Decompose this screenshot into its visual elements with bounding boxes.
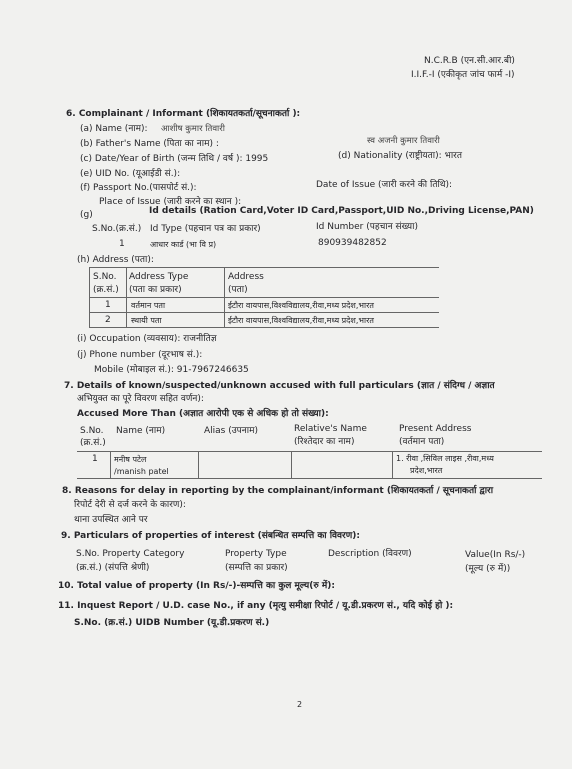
address-value: ईटौरा वायपास,विश्वविद्यालय,रीवा,मध्य प्रदेश,भारत <box>228 301 374 310</box>
section-11-title: 11. Inquest Report / U.D. case No., if any (मृत्यु समीक्षा रिपोर्ट / यू.डी.प्रकरण सं., यदि कोई हो ): <box>58 601 454 611</box>
section-9-title: 9. Particulars of properties of interest (संबन्धित सम्पत्ति का विवरण): <box>61 531 360 541</box>
address-table-header: Address <box>228 272 264 282</box>
section-10-title: 10. Total value of property (In Rs/-)-सम्पत्ति का कुल मूल्य(रु में): <box>58 581 335 591</box>
address-sno: 2 <box>105 315 111 325</box>
section-8-subtitle: रिपोर्ट देरी से दर्ज करने के कारण): <box>74 500 186 510</box>
id-details-marker: (g) <box>80 210 93 220</box>
address-table-header: (पता का प्रकार) <box>129 285 182 295</box>
accused-table-header: Name (नाम) <box>116 426 166 436</box>
id-table-header: Id Type (पहचान पत्र का प्रकार) <box>150 224 261 234</box>
accused-name: मनीष पटेल <box>114 455 147 464</box>
address-table-header: S.No. <box>93 272 117 282</box>
father-name-label: (b) Father's Name (पिता का नाम) : <box>80 139 219 149</box>
accused-table-header: (रिश्तेदार का नाम) <box>294 437 355 447</box>
id-sno: 1 <box>119 239 125 249</box>
section-7-title: 7. Details of known/suspected/unknown accused with full particulars (ज्ञात / संदिग्ध / अज्ञात <box>64 381 495 391</box>
mobile-label: Mobile (मोबाइल सं.): 91-7967246635 <box>94 365 249 375</box>
father-name-value: स्व अजनी कुमार तिवारी <box>367 136 440 146</box>
accused-table-header: Alias (उपनाम) <box>204 426 258 436</box>
property-table-header: S.No. Property Category <box>76 549 185 559</box>
accused-table-header: (क्र.सं.) <box>80 438 106 448</box>
phone-label: (j) Phone number (दूरभाष सं.): <box>77 350 203 360</box>
id-details-title: Id details (Ration Card,Voter ID Card,Passport,UID No.,Driving License,PAN) <box>149 206 534 216</box>
section-8-title: 8. Reasons for delay in reporting by the complainant/informant (शिकायतकर्ता / सूचनाकर्ता द्वारा <box>62 486 494 496</box>
date-of-issue-label: Date of Issue (जारी करने की तिथि): <box>316 180 453 190</box>
passport-label: (f) Passport No.(पासपोर्ट सं.): <box>80 183 197 193</box>
accused-table-header: (वर्तमान पता) <box>399 437 445 447</box>
form-subtitle: I.I.F.-I (एकीकृत जांच फार्म -I) <box>411 70 515 80</box>
address-type: स्थायी पता <box>131 316 162 325</box>
nationality-label: (d) Nationality (राष्ट्रीयता): भारत <box>338 151 462 161</box>
accused-table-header: Relative's Name <box>294 424 367 434</box>
accused-table-header: S.No. <box>80 426 104 436</box>
uid-label: (e) UID No. (यूआईडी सं.): <box>80 169 181 179</box>
address-table-header: Address Type <box>129 272 189 282</box>
property-table-header: (सम्पत्ति का प्रकार) <box>225 563 288 573</box>
property-table-header: (क्र.सं.) (संपत्ति श्रेणी) <box>76 563 150 573</box>
page-number: 2 <box>297 700 303 709</box>
id-table-header: Id Number (पहचान संख्या) <box>316 222 418 232</box>
address-type: वर्तमान पता <box>131 301 166 310</box>
property-table-header: Property Type <box>225 549 287 559</box>
accused-address: प्रदेश,भारत <box>410 466 443 475</box>
address-value: ईटौरा वायपास,विश्वविद्यालय,रीवा,मध्य प्रदेश,भारत <box>228 316 374 325</box>
property-table-header: (मूल्य (रु में)) <box>465 564 511 574</box>
section-7-subtitle: अभियुक्त का पूरे विवरण सहित वर्णन): <box>77 394 204 404</box>
id-type: आधार कार्ड (भा वि प्र) <box>150 240 217 249</box>
accused-table-header: Present Address <box>399 424 472 434</box>
name-label: (a) Name (नाम): <box>80 124 148 134</box>
occupation-label: (i) Occupation (व्यवसाय): राजनीतिज्ञ <box>77 334 217 344</box>
form-code: N.C.R.B (एन.सी.आर.बी) <box>424 56 515 66</box>
accused-count-label: Accused More Than (अज्ञात आरोपी एक से अधिक हो तो संख्या): <box>77 409 329 419</box>
address-table-header: (क्र.सं.) <box>93 285 119 295</box>
id-table-header: S.No.(क्र.सं.) <box>92 224 142 234</box>
accused-address: 1. रीवा ,सिविल लाइस ,रीवा,मध्य <box>396 454 494 463</box>
dob-label: (c) Date/Year of Birth (जन्म तिथि / वर्ष ): 1995 <box>80 154 269 164</box>
section-6-title: 6. Complainant / Informant (शिकायतकर्ता/सूचनाकर्ता ): <box>66 109 301 119</box>
property-table-header: Description (विवरण) <box>328 549 412 559</box>
accused-name-latin: /manish patel <box>114 467 169 476</box>
address-sno: 1 <box>105 300 111 310</box>
delay-reason-value: थाना उपस्थित आने पर <box>74 515 148 525</box>
property-table-header: Value(In Rs/-) <box>465 550 526 560</box>
accused-sno: 1 <box>92 454 98 464</box>
address-label: (h) Address (पता): <box>77 255 154 265</box>
address-table-header: (पता) <box>228 285 248 295</box>
place-of-issue-label: Place of Issue (जारी करने का स्थान ): <box>99 197 242 207</box>
name-value: आशीष कुमार तिवारी <box>161 124 225 134</box>
id-number: 890939482852 <box>318 238 387 248</box>
section-11-subtitle: S.No. (क्र.सं.) UIDB Number (यू.डी.प्रकरण सं.) <box>74 618 270 628</box>
